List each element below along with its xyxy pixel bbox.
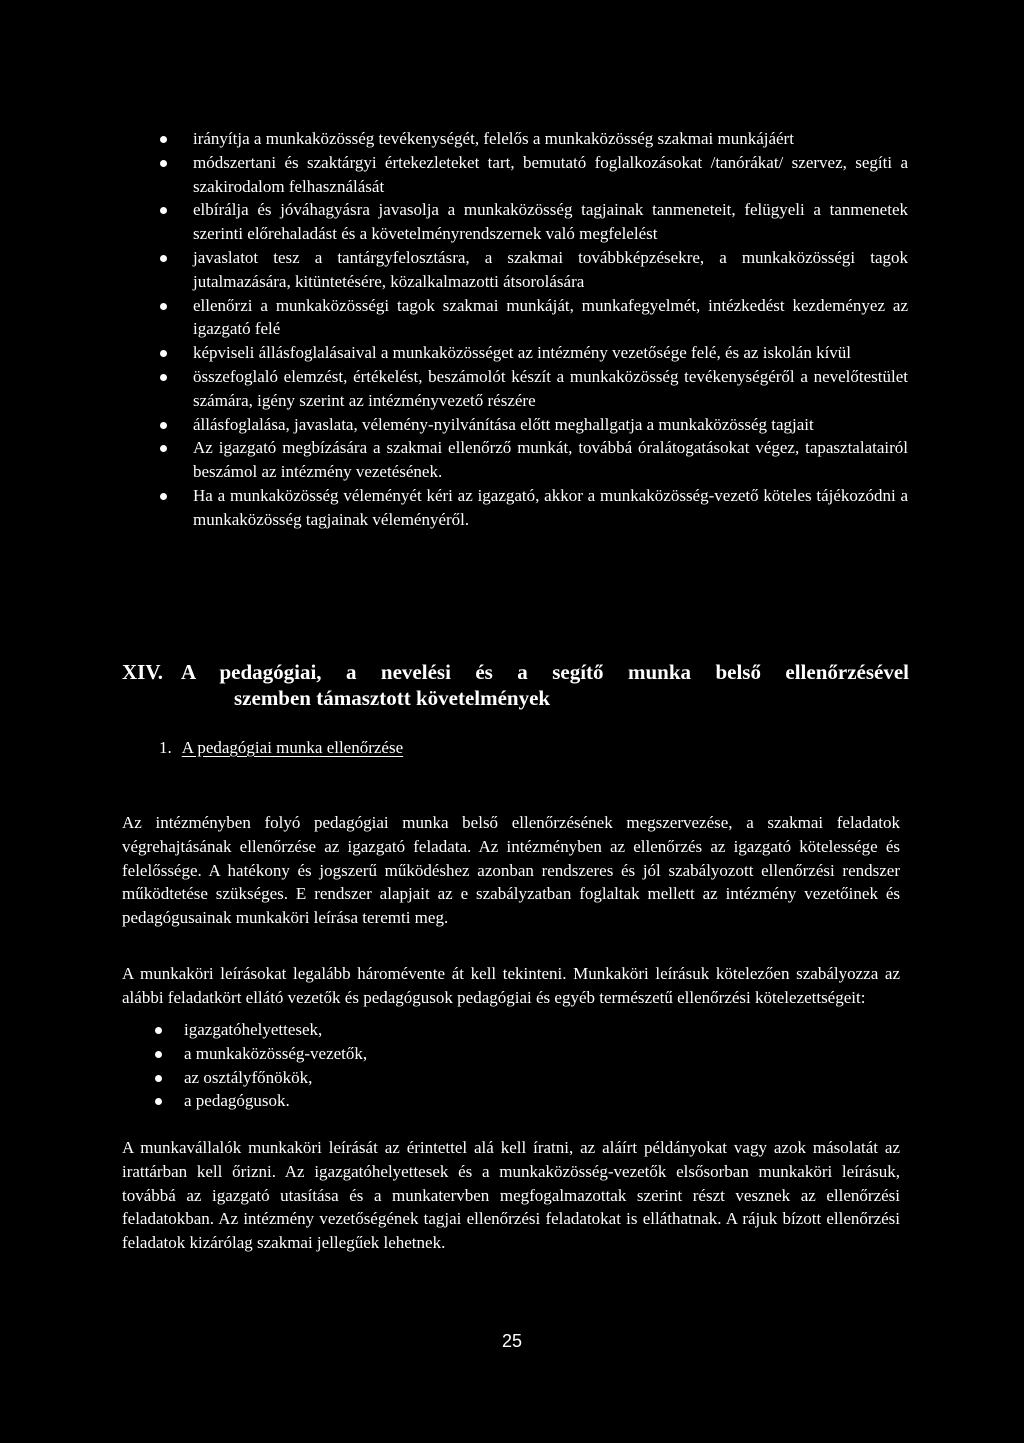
bullet-icon (160, 303, 167, 310)
bullet-icon (160, 350, 167, 357)
bullet-icon (160, 207, 167, 214)
section-title-line2: szemben támasztott követelmények (234, 686, 551, 710)
bullet-icon (155, 1027, 162, 1034)
list-item: a munkaközösség-vezetők, (155, 1042, 655, 1066)
duties-list (160, 127, 908, 532)
paragraph-3: A munkavállalók munkaköri leírását az érintettel alá kell íratni, az aláírt példányokat vagy azok másolatát az irattárban kell őrizni. Az igazgatóhelyettesek és a munkaközösség-vezetők elsősorban munkaköri leírásuk, továbbá az igazgató utasítása és a munkatervben megfogalmazottak szerint részt vesznek az ellenőrzési feladatokban. Az intézmény vezetőségének tagjai ellenőrzési feladatokat is elláthatnak. A rájuk bízott ellenőrzési feladatok kizárólag szakmai jellegűek lehetnek. (122, 1138, 900, 1253)
bullet-icon (155, 1051, 162, 1058)
bullet-icon (160, 136, 167, 143)
bullet-icon (160, 445, 167, 452)
list-item: ellenőrzi a munkaközösségi tagok szakmai munkáját, munkafegyelmét, intézkedést kezdeményez az igazgató felé (160, 294, 908, 342)
list-item: igazgatóhelyettesek, (155, 1018, 655, 1042)
paragraph-1: Az intézményben folyó pedagógiai munka belső ellenőrzésének megszervezése, a szakmai feladatok végrehajtásának ellenőrzése az igazgató feladata. Az intézményben az ellenőrzés az igazgató kötelessége és felelőssége. A hatékony és jogszerű működéshez azonban rendszeres és jól szabályozott ellenőrzési rendszer működtetése szükséges. E rendszer alapjait az e szabályzatban foglaltak mellett az intézmény vezetőinek és pedagógusainak munkaköri leírása teremti meg. (122, 813, 900, 928)
bullet-icon (160, 160, 167, 167)
list-item: elbírálja és jóváhagyásra javasolja a munkaközösség tagjainak tanmeneteit, felügyeli a tanmenetek szerinti előrehaladást és a követelményrendszernek való megfelelést (160, 198, 908, 246)
list-item: módszertani és szaktárgyi értekezleteket tart, bemutató foglalkozásokat /tanórákat/ szervez, segíti a szakirodalom felhasználását (160, 151, 908, 199)
bullet-icon (160, 255, 167, 262)
list-item: összefoglaló elemzést, értékelést, beszámolót készít a munkaközösség tevékenységéről a nevelőtestület számára, igény szerint az intézményvezető részére (160, 365, 908, 413)
list-item: állásfoglalása, javaslata, vélemény-nyilvánítása előtt meghallgatja a munkaközösség tagjait (160, 413, 908, 437)
list-item: a pedagógusok. (155, 1089, 655, 1113)
list-item: Ha a munkaközösség véleményét kéri az igazgató, akkor a munkaközösség-vezető köteles tájékozódni a munkaközösség tagjainak véleményéről. (160, 484, 908, 532)
bullet-icon (160, 374, 167, 381)
list-item: az osztályfőnökök, (155, 1066, 655, 1090)
list-item: irányítja a munkaközösség tevékenységét, felelős a munkaközösség szakmai munkájáért (160, 127, 908, 151)
section-number: XIV. (122, 660, 164, 684)
subsection-title: A pedagógiai munka ellenőrzése (181, 738, 404, 757)
bullet-icon (155, 1098, 162, 1105)
subsection-number: 1. (159, 738, 172, 757)
bullet-icon (160, 493, 167, 500)
subsection-heading (159, 737, 403, 759)
roles-list (155, 1018, 655, 1113)
list-item: javaslatot tesz a tantárgyfelosztásra, a szakmai továbbképzésekre, a munkaközösségi tagok jutalmazására, kitüntetésére, közalkalmazotti átsorolására (160, 246, 908, 294)
page-number: 25 (501, 1331, 523, 1351)
bullet-icon (155, 1075, 162, 1082)
bullet-icon (160, 422, 167, 429)
list-item: Az igazgató megbízására a szakmai ellenőrző munkát, továbbá óralátogatásokat végez, tapasztalatairól beszámol az intézmény vezetésének. (160, 436, 908, 484)
list-item: képviseli állásfoglalásaival a munkaközösséget az intézmény vezetősége felé, és az iskolán kívül (160, 341, 908, 365)
paragraph-2: A munkaköri leírásokat legalább háromévente át kell tekinteni. Munkaköri leírásuk kötelezően szabályozza az alábbi feladatkört ellátó vezetők és pedagógusok pedagógiai és egyéb természetű ellenőrzési kötelezettségeit: (122, 964, 900, 1007)
section-title-line1: A pedagógiai, a nevelési és a segítő munka belső ellenőrzésével (181, 660, 909, 684)
